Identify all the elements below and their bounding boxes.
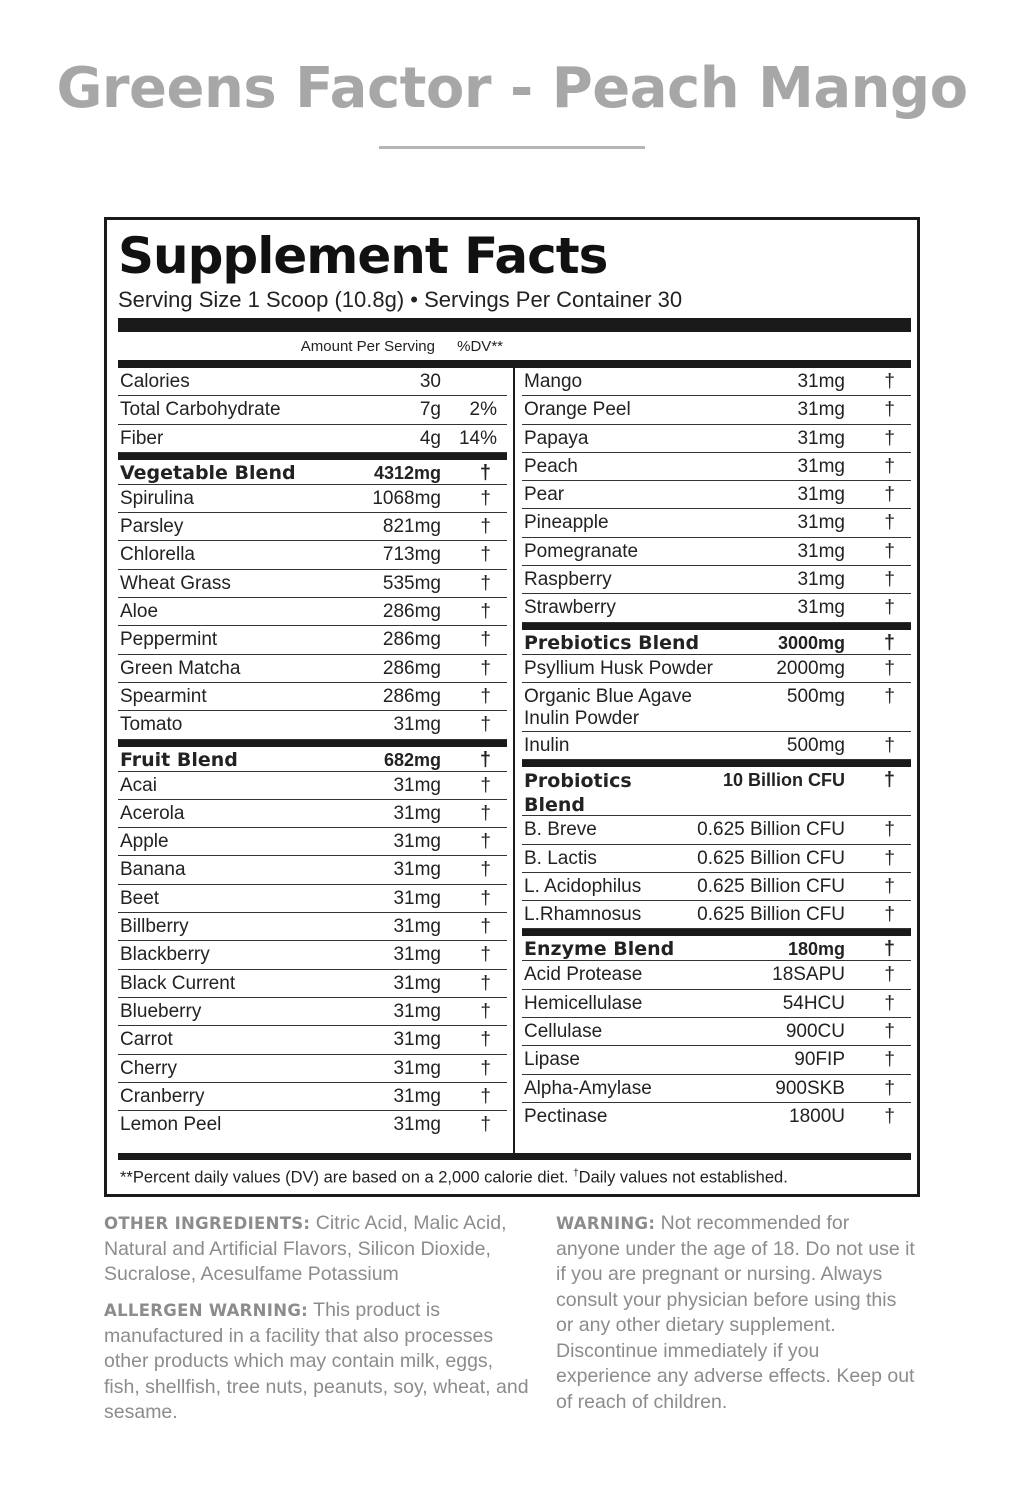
ingredient-name: Hemicellulase	[524, 992, 643, 1014]
header-divider	[118, 360, 911, 368]
ingredient-name: Acerola	[120, 802, 185, 824]
ingredient-amount: 286mg	[382, 657, 441, 679]
nutrient-row	[522, 901, 911, 929]
enzyme-blend	[522, 929, 911, 1131]
ingredient-amount: 31mg	[393, 1029, 441, 1051]
dagger-mark: †	[884, 992, 895, 1014]
ingredient-name: Cranberry	[120, 1085, 205, 1107]
ingredient-name: Prebiotics Blend	[524, 631, 700, 654]
ingredient-name: Raspberry	[524, 569, 612, 591]
ingredient-name: Peach	[524, 455, 578, 477]
ingredient-amount: 4312mg	[373, 462, 441, 483]
ingredient-amount: 4g	[419, 427, 441, 449]
nutrient-row	[522, 1046, 911, 1074]
amount-header	[118, 338, 506, 360]
ingredient-amount: 90FIP	[794, 1049, 845, 1071]
nutrient-row	[118, 885, 507, 913]
ingredient-amount: 31mg	[393, 831, 441, 853]
ingredient-name: Organic Blue Agave Inulin Powder	[524, 685, 692, 729]
ingredient-amount: 2000mg	[776, 657, 845, 679]
ingredient-amount: 31mg	[393, 1114, 441, 1136]
ingredient-amount: 30	[419, 371, 441, 392]
ingredient-amount: 31mg	[797, 540, 845, 562]
dagger-mark: †	[884, 1077, 895, 1099]
ingredient-amount: 31mg	[797, 399, 845, 421]
nutrient-row	[118, 485, 507, 513]
ingredient-name: L.Rhamnosus	[524, 904, 642, 926]
ingredient-name: Calories	[120, 371, 190, 392]
ingredient-amount: 31mg	[797, 427, 845, 449]
dagger-mark: †	[480, 714, 491, 736]
dagger-mark: †	[884, 597, 895, 619]
ingredient-name: Alpha-Amylase	[524, 1077, 652, 1099]
nutrient-row	[118, 396, 507, 424]
dagger-mark: †	[884, 1105, 895, 1127]
ingredient-amount: 500mg	[786, 734, 845, 756]
dagger-mark: †	[480, 572, 491, 594]
dagger-mark: †	[480, 487, 491, 509]
dagger-mark: †	[884, 427, 895, 449]
heading-divider	[118, 318, 911, 332]
ingredient-name: Fiber	[120, 427, 164, 449]
ingredient-amount: 535mg	[382, 572, 441, 594]
ingredient-amount: 286mg	[382, 685, 441, 707]
dagger-mark: †	[480, 685, 491, 707]
nutrient-row	[118, 541, 507, 569]
nutrient-row	[118, 856, 507, 884]
dagger-mark: †	[479, 748, 491, 771]
ingredient-name: Probiotics Blend	[524, 770, 632, 817]
ingredient-name: Papaya	[524, 427, 589, 449]
nutrient-row	[522, 845, 911, 873]
nutrient-row	[118, 998, 507, 1026]
facts-heading: Supplement Facts	[118, 227, 608, 285]
footnote-dv: **Percent daily values (DV) are based on a 2,000 calorie diet.	[120, 1168, 569, 1187]
nutrient-row	[118, 425, 507, 453]
basic-nutrients	[118, 368, 507, 453]
ingredient-amount: 31mg	[393, 1085, 441, 1107]
warning-text: Not recommended for anyone under the age of 18. Do not use it if you are pregnant or nursing. Always consult your physician before using this or any other dietary supplement. Discontinue immediately if you experience any adverse effects. Keep out of reach of children.	[556, 1212, 915, 1413]
footnote-dagger: Daily values not established.	[578, 1168, 788, 1187]
ingredient-amount: 286mg	[382, 629, 441, 651]
ingredient-name: Aloe	[120, 601, 159, 623]
nutrient-row	[118, 513, 507, 541]
dagger-mark: †	[884, 399, 895, 421]
ingredient-name: Total Carbohydrate	[120, 399, 281, 421]
dagger-mark: †	[884, 569, 895, 591]
dagger-mark: †	[480, 544, 491, 566]
other-ingredients	[104, 1211, 529, 1288]
ingredient-name: Banana	[120, 859, 186, 881]
nutrient-row	[118, 1083, 507, 1111]
ingredient-name: Spirulina	[120, 487, 194, 509]
nutrient-row	[118, 598, 507, 626]
ingredient-amount: 900CU	[785, 1021, 845, 1043]
nutrient-row	[118, 1026, 507, 1054]
footnote	[118, 1153, 911, 1187]
nutrient-row	[118, 970, 507, 998]
nutrient-row	[522, 816, 911, 844]
nutrient-row	[522, 594, 911, 622]
ingredient-name: Strawberry	[524, 597, 616, 619]
dagger-mark: †	[884, 685, 895, 707]
nutrient-row	[522, 655, 911, 683]
dagger-mark: †	[480, 1114, 491, 1136]
dagger-mark: †	[480, 944, 491, 966]
ingredient-amount: 0.625 Billion CFU	[697, 819, 845, 841]
column-divider	[513, 368, 515, 1153]
dagger-mark: †	[480, 601, 491, 623]
ingredient-amount: 1068mg	[372, 487, 441, 509]
ingredient-amount: 31mg	[393, 1000, 441, 1022]
nutrient-row	[118, 913, 507, 941]
nutrient-row	[522, 873, 911, 901]
dv-value: 2%	[469, 399, 497, 421]
dagger-mark: †	[884, 847, 895, 869]
dv-label: %DV**	[457, 338, 503, 355]
probiotics-blend	[522, 760, 911, 929]
nutrient-row	[522, 1103, 911, 1131]
nutrient-row	[522, 990, 911, 1018]
ingredient-name: Pineapple	[524, 512, 609, 534]
ingredient-amount: 31mg	[797, 512, 845, 534]
ingredient-name: Mango	[524, 371, 583, 392]
ingredient-amount: 31mg	[797, 455, 845, 477]
ingredient-name: B. Breve	[524, 819, 597, 841]
ingredient-amount: 31mg	[393, 714, 441, 736]
dagger-mark: †	[884, 371, 895, 392]
ingredient-name: Enzyme Blend	[524, 938, 675, 961]
dagger-mark: †	[480, 1029, 491, 1051]
ingredient-name: Acid Protease	[524, 964, 643, 986]
nutrient-row	[522, 481, 911, 509]
ingredient-amount: 0.625 Billion CFU	[697, 847, 845, 869]
nutrient-row	[118, 800, 507, 828]
prebiotics-blend	[522, 623, 911, 761]
ingredient-name: Black Current	[120, 972, 236, 994]
ingredient-amount: 31mg	[797, 371, 845, 392]
nutrient-row	[118, 828, 507, 856]
ingredient-amount: 286mg	[382, 601, 441, 623]
ingredient-name: Carrot	[120, 1029, 173, 1051]
allergen-warning	[104, 1298, 529, 1426]
allergen-text: This product is manufactured in a facility that also processes other products which may contain milk, eggs, fish, shellfish, tree nuts, peanuts, soy, wheat, and sesame.	[104, 1299, 529, 1423]
ingredient-name: Beet	[120, 887, 160, 909]
nutrient-row	[522, 425, 911, 453]
ingredient-amount: 821mg	[382, 516, 441, 538]
ingredient-name: Vegetable Blend	[120, 461, 296, 484]
ingredient-name: Lipase	[524, 1049, 580, 1071]
dv-value: 14%	[458, 427, 497, 449]
dagger-mark: †	[884, 484, 895, 506]
ingredient-name: Fruit Blend	[120, 748, 238, 771]
dagger-mark: †	[480, 916, 491, 938]
nutrient-row	[118, 772, 507, 800]
dagger-mark: †	[480, 516, 491, 538]
ingredient-amount: 18SAPU	[772, 964, 845, 986]
nutrient-row	[118, 683, 507, 711]
ingredient-name: Peppermint	[120, 629, 218, 651]
dagger-mark: †	[884, 1049, 895, 1071]
dagger-mark: †	[884, 1021, 895, 1043]
dagger-mark: †	[480, 972, 491, 994]
dagger-mark: †	[480, 1000, 491, 1022]
dagger-mark: †	[884, 819, 895, 841]
ingredient-amount: 0.625 Billion CFU	[697, 904, 845, 926]
ingredient-name: Apple	[120, 831, 169, 853]
dagger-icon: †	[573, 1168, 579, 1179]
ingredient-amount: 54HCU	[782, 992, 845, 1014]
ingredient-name: Inulin	[524, 734, 570, 756]
ingredient-name: Cellulase	[524, 1021, 603, 1043]
dagger-mark: †	[884, 512, 895, 534]
nutrient-row	[522, 566, 911, 594]
ingredient-amount: 10 Billion CFU	[722, 770, 845, 791]
ingredient-name: Wheat Grass	[120, 572, 231, 594]
ingredient-amount: 31mg	[393, 972, 441, 994]
dagger-mark: †	[884, 734, 895, 756]
allergen-label: ALLERGEN WARNING:	[104, 1301, 309, 1320]
ingredient-amount: 0.625 Billion CFU	[697, 875, 845, 897]
right-column	[522, 368, 911, 1131]
nutrient-row	[118, 368, 507, 396]
dagger-mark: †	[883, 938, 895, 961]
ingredient-amount: 31mg	[393, 944, 441, 966]
section-header-row	[522, 760, 911, 816]
dagger-mark: †	[480, 629, 491, 651]
ingredient-amount: 682mg	[383, 749, 441, 770]
other-ingredients-label: OTHER INGREDIENTS:	[104, 1214, 311, 1233]
dagger-mark: †	[884, 904, 895, 926]
ingredient-name: Pomegranate	[524, 540, 639, 562]
dagger-mark: †	[480, 1057, 491, 1079]
nutrient-row	[118, 1055, 507, 1083]
nutrient-row	[522, 732, 911, 760]
nutrient-row	[522, 961, 911, 989]
nutrient-row	[522, 509, 911, 537]
ingredient-amount: 180mg	[787, 939, 845, 960]
ingredient-name: Psyllium Husk Powder	[524, 657, 713, 679]
dagger-mark: †	[883, 769, 895, 792]
nutrient-row	[522, 1075, 911, 1103]
nutrient-row	[522, 1018, 911, 1046]
warning-label: WARNING:	[556, 1214, 656, 1233]
ingredient-amount: 31mg	[797, 484, 845, 506]
nutrient-row	[118, 1111, 507, 1139]
nutrient-row	[118, 626, 507, 654]
nutrient-row	[522, 396, 911, 424]
ingredient-amount: 31mg	[797, 569, 845, 591]
section-header-row	[522, 623, 911, 655]
ingredient-amount: 7g	[419, 399, 441, 421]
dagger-mark: †	[884, 875, 895, 897]
dagger-mark: †	[884, 540, 895, 562]
nutrient-row	[522, 538, 911, 566]
ingredient-name: Tomato	[120, 714, 183, 736]
dagger-mark: †	[480, 657, 491, 679]
ingredient-amount: 3000mg	[777, 632, 845, 653]
dagger-mark: †	[479, 461, 491, 484]
dagger-mark: †	[480, 859, 491, 881]
nutrient-row	[118, 570, 507, 598]
ingredient-amount: 31mg	[797, 597, 845, 619]
ingredient-name: Acai	[120, 774, 157, 796]
title-divider	[379, 146, 645, 149]
nutrient-row	[118, 941, 507, 969]
section-header-row	[118, 740, 507, 772]
dagger-mark: †	[480, 887, 491, 909]
left-column	[118, 368, 507, 1139]
ingredient-amount: 500mg	[786, 685, 845, 707]
dagger-mark: †	[480, 1085, 491, 1107]
ingredient-name: Green Matcha	[120, 657, 241, 679]
ingredient-name: Pectinase	[524, 1105, 608, 1127]
dagger-mark: †	[883, 631, 895, 654]
ingredient-name: Blueberry	[120, 1000, 202, 1022]
ingredient-amount: 31mg	[393, 887, 441, 909]
ingredient-amount: 1800U	[789, 1105, 845, 1127]
section-header-row	[522, 929, 911, 961]
ingredient-amount: 900SKB	[775, 1077, 845, 1099]
serving-info: Serving Size 1 Scoop (10.8g) • Servings Per Container 30	[118, 287, 683, 312]
nutrient-row	[522, 453, 911, 481]
dagger-mark: †	[480, 831, 491, 853]
dagger-mark: †	[480, 774, 491, 796]
dagger-mark: †	[480, 802, 491, 824]
ingredient-name: B. Lactis	[524, 847, 597, 869]
vegetable-blend	[118, 453, 507, 740]
dagger-mark: †	[884, 455, 895, 477]
ingredient-name: Parsley	[120, 516, 184, 538]
ingredient-amount: 31mg	[393, 774, 441, 796]
dagger-mark: †	[884, 657, 895, 679]
page-title: Greens Factor - Peach Mango	[56, 56, 968, 121]
supplement-facts-panel	[104, 217, 920, 1197]
nutrient-row	[522, 683, 911, 732]
ingredient-name: Billberry	[120, 916, 189, 938]
ingredient-amount: 31mg	[393, 859, 441, 881]
section-header-row	[118, 453, 507, 485]
ingredient-name: Blackberry	[120, 944, 210, 966]
ingredient-amount: 31mg	[393, 802, 441, 824]
ingredient-amount: 31mg	[393, 916, 441, 938]
nutrient-row	[522, 368, 911, 396]
ingredient-name: Pear	[524, 484, 565, 506]
ingredient-name: L. Acidophilus	[524, 875, 642, 897]
ingredient-amount: 713mg	[382, 544, 441, 566]
dagger-mark: †	[884, 964, 895, 986]
warning	[556, 1211, 916, 1415]
ingredient-name: Orange Peel	[524, 399, 631, 421]
fruit-blend-cont	[522, 368, 911, 623]
ingredient-name: Chlorella	[120, 544, 195, 566]
ingredient-name: Lemon Peel	[120, 1114, 222, 1136]
ingredient-name: Spearmint	[120, 685, 207, 707]
fruit-blend	[118, 740, 507, 1140]
nutrient-row	[118, 711, 507, 739]
other-ingredients-text: Citric Acid, Malic Acid, Natural and Artificial Flavors, Silicon Dioxide, Sucralose, Acesulfame Potassium	[104, 1212, 507, 1285]
amount-per-serving-label: Amount Per Serving	[300, 338, 435, 355]
ingredient-name: Cherry	[120, 1057, 178, 1079]
ingredient-amount: 31mg	[393, 1057, 441, 1079]
nutrient-row	[118, 655, 507, 683]
